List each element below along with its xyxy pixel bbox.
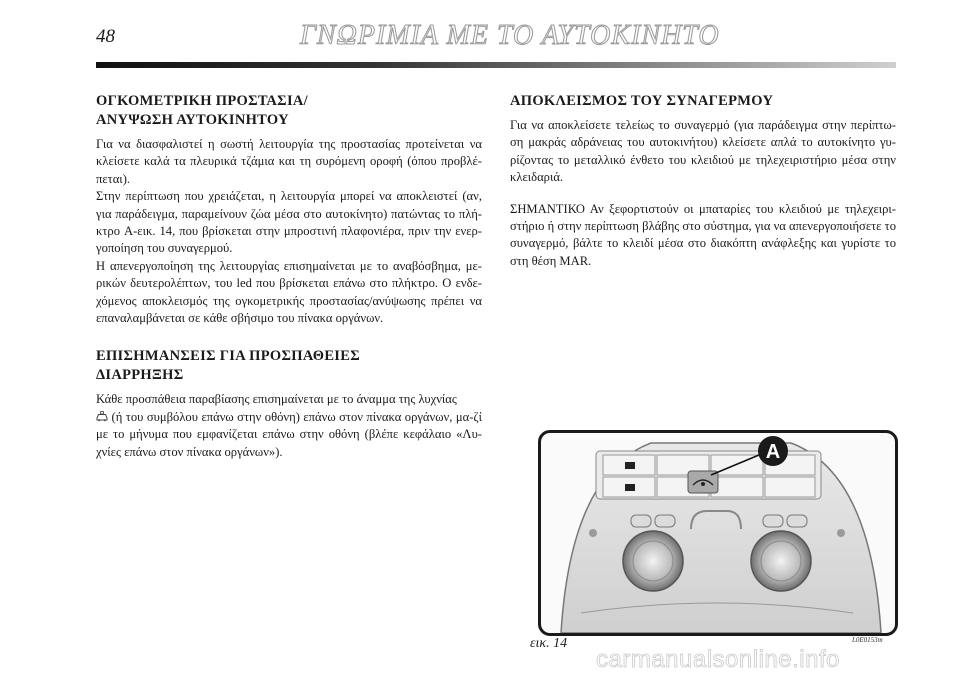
paragraph: [96, 391, 482, 461]
section-heading-line2: ΔΙΑΡΡΗΞΗΣ: [96, 367, 184, 384]
ceiling-light-figure: [538, 430, 898, 636]
section-alarm-exclusion: [510, 92, 896, 270]
watermark: carmanualsonline.info: [596, 646, 840, 673]
section-heading-line1: ΟΓΚΟΜΕΤΡΙΚΗ ΠΡΟΣΤΑΣΙΑ/: [96, 93, 308, 109]
section-break-in-signals: [96, 347, 482, 461]
section-heading: [96, 347, 482, 385]
section-heading: ΑΠΟΚΛΕΙΣΜΟΣ ΤΟΥ ΣΥΝΑΓΕΡΜΟΥ: [510, 93, 774, 109]
figure-caption: εικ. 14: [530, 636, 568, 651]
paragraph: Για να διασφαλιστεί η σωστή λειτουργία της προστασίας προτείνεται να κλείσετε καλά τα πλευρικά τζάμια και τη συρόμενη οροφή (όπου προβλέ-πεται).: [96, 137, 482, 186]
paragraph: Η απενεργοποίηση της λειτουργίας επισημαίνεται με το αναβόσβημα, με-ρικών δευτερολέπτων, του led που βρίσκεται επάνω στο πλήκτρο. Ο ενδε-χόμενος αποκλεισμός της ογκομετρικής προστασίας/ανύψωσης πρέπει να επαναλαμβάνεται σε κάθε σβήσιμο του πίνακα οργάνων.: [96, 258, 482, 326]
ceiling-light-illustration: [541, 433, 895, 633]
paragraph: Για να αποκλείσετε τελείως το συναγερμό (για παράδειγμα στην περίπτω-ση μακράς αδράνειας του αυτοκινήτου) κλείσετε απλά το αυτοκίνητο γυ-ρίζοντας το μεταλλικό ένθετο του κλειδιού με τηλεχειριστήριο μέσα στην κλειδαριά.: [510, 118, 896, 185]
page-number: 48: [96, 26, 115, 47]
section-volumetric-protection: [96, 92, 482, 327]
car-lock-warning-icon: [96, 410, 108, 421]
right-column: [510, 92, 896, 270]
section-heading: [96, 92, 482, 130]
paragraph: Στην περίπτωση που χρειάζεται, η λειτουργία μπορεί να αποκλειστεί (αν, για παράδειγμα, παραμείνουν ζώα μέσα στο αυτοκίνητο) πατώντας το πλή-κτρο A-εικ. 14, που βρίσκεται στην μπροστινή πλαφονιέρα, πριν την ενερ-γοποίηση του συναγερμού.: [96, 189, 482, 256]
running-title: ΓΝΩΡΙΜΙΑ ΜΕ ΤΟ ΑΥΤΟΚΙΝΗΤΟ: [300, 20, 720, 51]
figure-code: L0E0153m: [852, 636, 883, 644]
section-heading-line1: ΕΠΙΣΗΜΑΝΣΕΙΣ ΓΙΑ ΠΡΟΣΠΑΘΕΙΕΣ: [96, 348, 360, 365]
paragraph-rest: (ή του συμβόλου επάνω στην οθόνη) επάνω στον πίνακα οργάνων, μα-ζί με το μήνυμα που εμφανίζεται επάνω στην οθόνη (βλέπε κεφάλαιο «Λυ-χνίες επάνω στον πίνακα οργάνων»).: [96, 409, 482, 459]
left-column: [96, 92, 482, 461]
section-heading-line2: ΑΝΥΨΩΣΗ ΑΥΤΟΚΙΝΗΤΟΥ: [96, 112, 289, 128]
paragraph-start: Κάθε προσπάθεια παραβίασης επισημαίνεται με το άναμμα της λυχνίας: [96, 392, 457, 407]
paragraph: ΣΗΜΑΝΤΙΚΟ Αν ξεφορτιστούν οι μπαταρίες του κλειδιού με τηλεχειρι-στήριο ή στην περίπτωση βλάβης στο σύστημα, για να απενεργοποιήσετε το συναγερμό, βάλτε το κλειδί μέσα στο διακόπτη ανάφλεξης και γυρίστε το στη θέση MAR.: [510, 201, 896, 268]
callout-label: A: [765, 441, 781, 463]
header-rule: [96, 62, 896, 68]
